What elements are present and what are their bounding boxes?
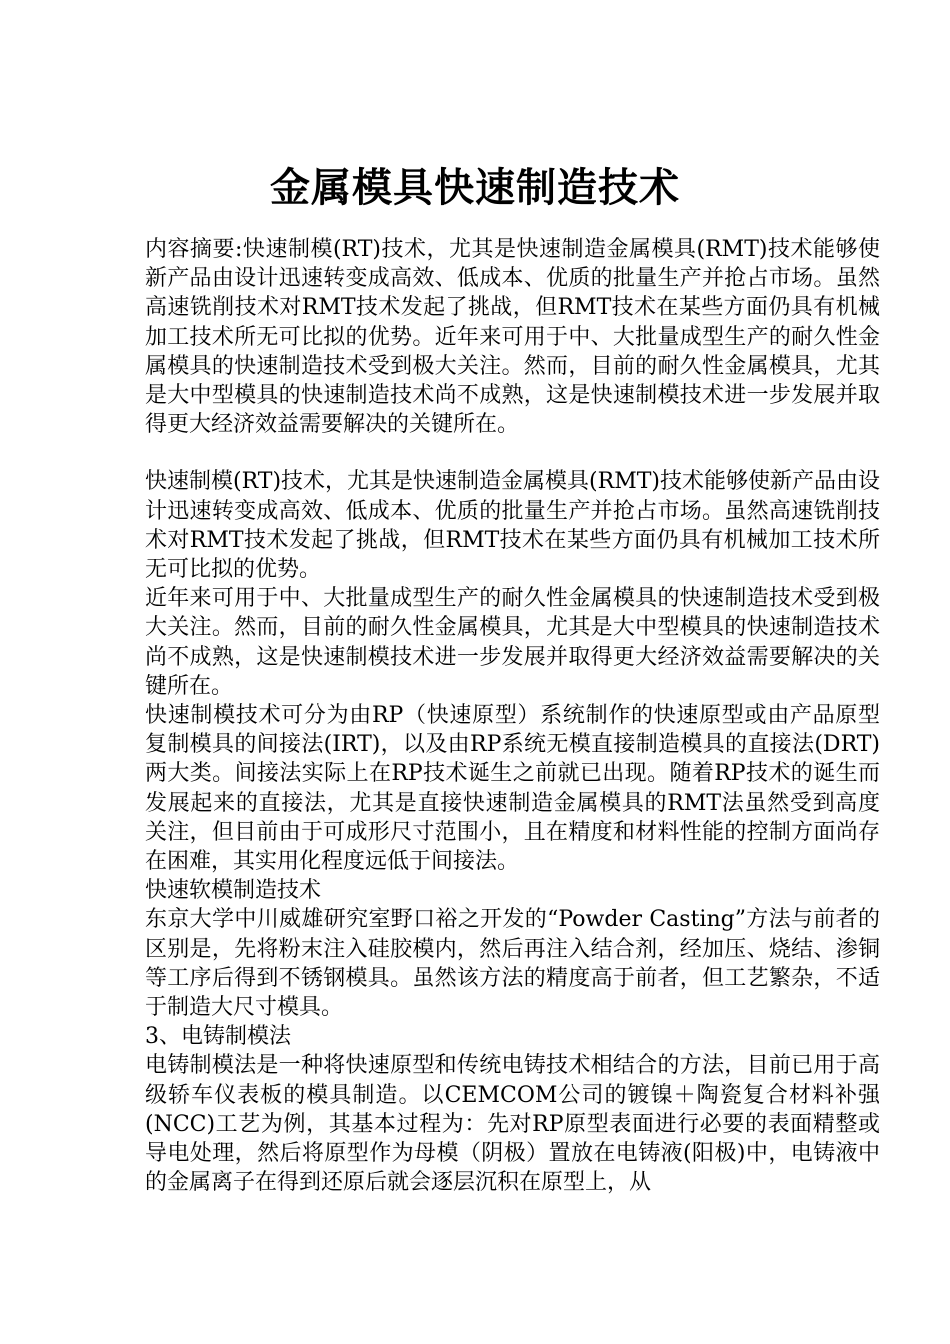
body-paragraph: 电铸制模法是一种将快速原型和传统电铸技术相结合的方法，目前已用于高级轿车仪表板的模具制造。以CEMCOM公司的镀镍＋陶瓷复合材料补强(NCC)工艺为例，其基本过程为：先对RP原型表面进行必要的表面精整或导电处理，然后将原型作为母模（阴极）置放在电铸液(阳极)中，电铸液中的金属离子在得到还原后就会逐层沉积在原型上，从 (145, 1053, 880, 1196)
document-body (145, 235, 880, 1198)
body-paragraph: 近年来可用于中、大批量成型生产的耐久性金属模具的快速制造技术受到极大关注。然而，目前的耐久性金属模具，尤其是大中型模具的快速制造技术尚不成熟，这是快速制模技术进一步发展并取得更大经济效益需要解决的关键所在。 (145, 586, 880, 699)
section-heading: 快速软模制造技术 (145, 878, 322, 904)
body-paragraph: 快速制模(RT)技术，尤其是快速制造金属模具(RMT)技术能够使新产品由设计迅速转变成高效、低成本、优质的批量生产并抢占市场。虽然高速铣削技术对RMT技术发起了挑战，但RMT技术在某些方面仍具有机械加工技术所无可比拟的优势。 (145, 469, 880, 583)
abstract-paragraph: 内容摘要:快速制模(RT)技术，尤其是快速制造金属模具(RMT)技术能够使新产品由设计迅速转变成高效、低成本、优质的批量生产并抢占市场。虽然高速铣削技术对RMT技术发起了挑战，但RMT技术在某些方面仍具有机械加工技术所无可比拟的优势。近年来可用于中、大批量成型生产的耐久性金属模具的快速制造技术受到极大关注。然而，目前的耐久性金属模具，尤其是大中型模具的快速制造技术尚不成熟，这是快速制模技术进一步发展并取得更大经济效益需要解决的关键所在。 (145, 237, 880, 438)
body-paragraph: 东京大学中川威雄研究室野口裕之开发的“Powder Casting”方法与前者的区别是，先将粉末注入硅胶模内，然后再注入结合剂，经加压、烧结、渗铜等工序后得到不锈钢模具。虽然该方法的精度高于前者，但工艺繁杂，不适于制造大尺寸模具。 (145, 907, 880, 1021)
body-paragraph: 快速制模技术可分为由RP（快速原型）系统制作的快速原型或由产品原型复制模具的间接法(IRT)，以及由RP系统无模直接制造模具的直接法(DRT)两大类。间接法实际上在RP技术诞生之前就已出现。随着RP技术的诞生而发展起来的直接法，尤其是直接快速制造金属模具的RMT法虽然受到高度关注，但目前由于可成形尺寸范围小，且在精度和材料性能的控制方面尚存在困难，其实用化程度远低于间接法。 (145, 703, 880, 875)
section-heading: 3、电铸制模法 (145, 1024, 291, 1050)
document-title: 金属模具快速制造技术 (270, 164, 680, 211)
